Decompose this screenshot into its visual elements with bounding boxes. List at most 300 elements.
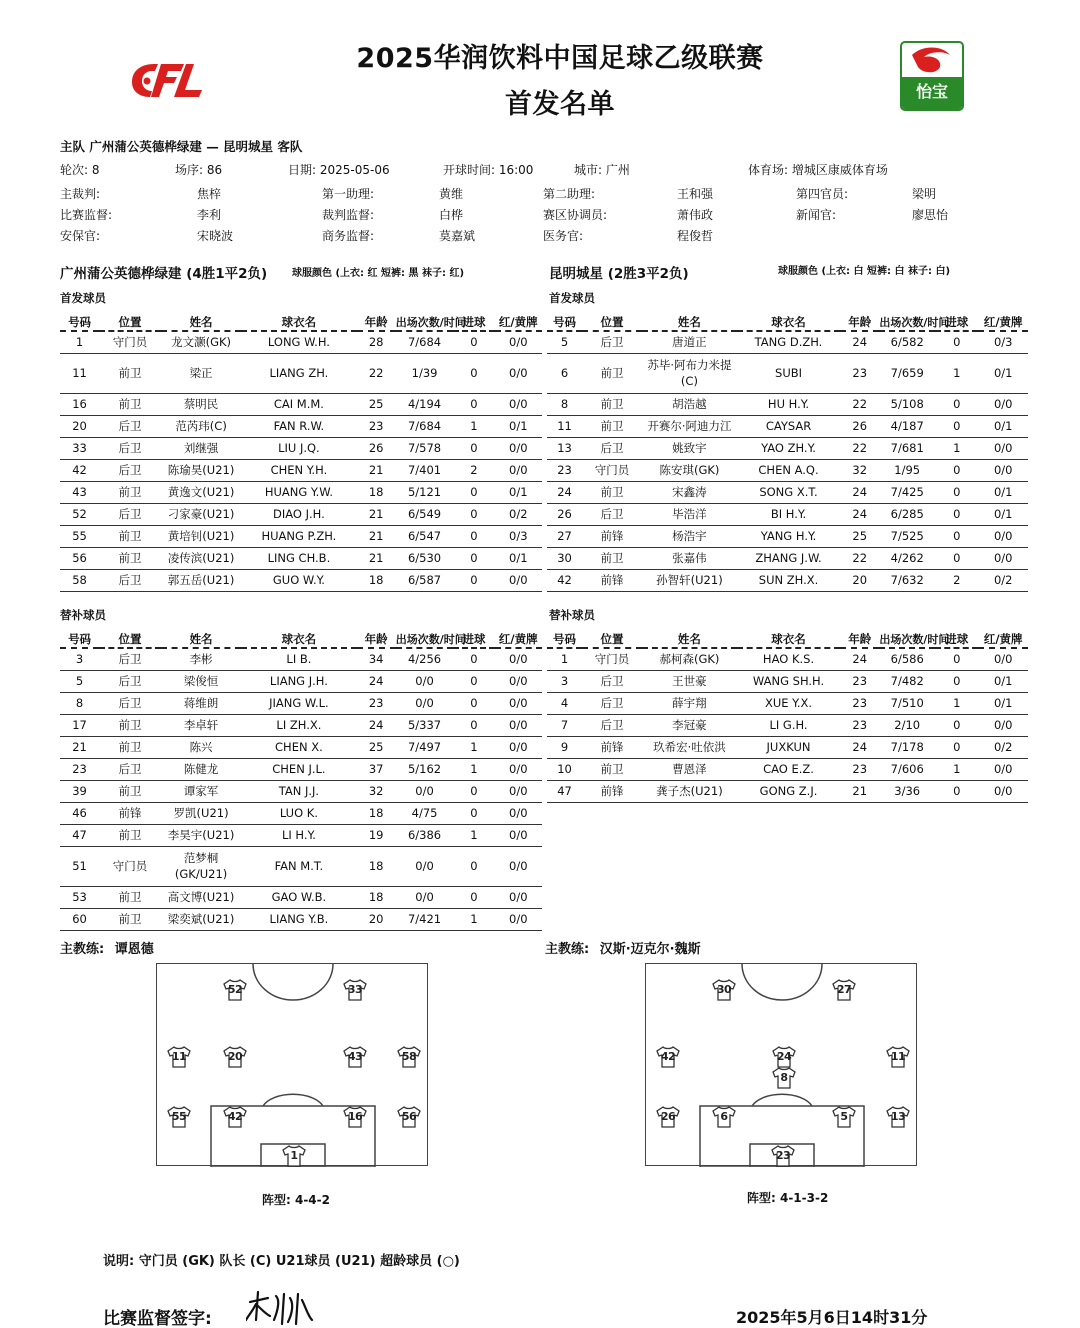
table-cell: 梁俊恒 <box>161 670 241 692</box>
table-cell: 26 <box>357 437 396 459</box>
player-shirt-marker <box>343 979 367 1001</box>
table-cell: 0 <box>935 503 978 525</box>
table-cell: LING CH.B. <box>241 547 356 569</box>
table-cell: 3 <box>547 670 582 692</box>
title-line2: 首发名单 <box>505 89 615 120</box>
table-cell: 0/0 <box>495 648 542 670</box>
shirt-number: 58 <box>401 1050 417 1063</box>
table-cell: 刁家豪(U21) <box>161 503 241 525</box>
column-header: 红/黄牌 <box>495 313 542 331</box>
table-cell: LIU J.Q. <box>241 437 356 459</box>
player-shirt-marker <box>223 979 247 1001</box>
signature-datetime: 2025年5月6日14时31分 <box>736 1308 928 1327</box>
away-coach-label: 主教练: <box>545 942 590 957</box>
column-header: 进球 <box>453 630 494 648</box>
table-cell: 0 <box>935 415 978 437</box>
table-cell: 34 <box>357 648 396 670</box>
table-cell: 0 <box>453 481 494 503</box>
table-cell: 0/2 <box>495 503 542 525</box>
table-cell: 0 <box>453 846 494 886</box>
official-name: 廖思怡 <box>912 208 949 222</box>
column-header: 出场次数/时间 <box>879 630 935 648</box>
table-cell: 0 <box>935 481 978 503</box>
table-cell: 0 <box>453 437 494 459</box>
away-starters-label: 首发球员 <box>549 291 595 305</box>
table-cell: 守门员 <box>582 459 642 481</box>
table-row <box>60 692 542 714</box>
table-row <box>60 331 542 353</box>
home-team-name: 广州蒲公英德桦绿建 (4胜1平2负) <box>60 266 268 282</box>
table-cell: 0 <box>453 569 494 591</box>
column-header: 进球 <box>935 630 978 648</box>
table-cell: 曹恩泽 <box>642 758 737 780</box>
table-cell: 后卫 <box>99 569 161 591</box>
official-label: 安保官: <box>60 229 101 243</box>
table-cell: 2/10 <box>879 714 935 736</box>
table-cell: 0/2 <box>978 736 1028 758</box>
player-shirt-marker <box>772 1046 796 1068</box>
home-subs-label: 替补球员 <box>60 608 106 622</box>
table-cell: 前锋 <box>99 802 161 824</box>
table-cell: 李彬 <box>161 648 241 670</box>
table-cell: 前锋 <box>582 780 642 802</box>
table-cell: GUO W.Y. <box>241 569 356 591</box>
table-cell: 27 <box>547 525 582 547</box>
table-cell: 23 <box>840 714 879 736</box>
shirt-number: 33 <box>347 983 363 996</box>
column-header: 姓名 <box>161 313 241 331</box>
table-cell: 25 <box>357 393 396 415</box>
table-cell: 0/0 <box>495 846 542 886</box>
shirt-number: 11 <box>171 1050 187 1063</box>
table-cell: 后卫 <box>582 714 642 736</box>
table-row <box>60 846 542 886</box>
table-cell: 0/0 <box>978 547 1028 569</box>
table-cell: 0 <box>935 648 978 670</box>
table-cell: HU H.Y. <box>737 393 840 415</box>
table-cell: 0/0 <box>495 569 542 591</box>
column-header: 出场次数/时间 <box>396 630 454 648</box>
player-shirt-marker <box>712 1106 736 1128</box>
table-cell: 后卫 <box>99 692 161 714</box>
player-shirt-marker <box>223 1046 247 1068</box>
column-header: 球衣名 <box>241 630 356 648</box>
away-coach <box>545 938 701 957</box>
table-cell: 46 <box>60 802 99 824</box>
home-subs-table <box>60 630 542 931</box>
table-cell: 王世豪 <box>642 670 737 692</box>
table-row <box>60 886 542 908</box>
player-shirt-marker <box>656 1046 680 1068</box>
table-cell: 张嘉伟 <box>642 547 737 569</box>
table-cell: 前卫 <box>582 481 642 503</box>
table-cell: 守门员 <box>99 846 161 886</box>
table-cell: 0 <box>453 393 494 415</box>
table-cell: 32 <box>840 459 879 481</box>
shirt-number: 23 <box>775 1149 791 1162</box>
table-cell: 梁奕斌(U21) <box>161 908 241 930</box>
table-cell: 后卫 <box>99 503 161 525</box>
table-cell: 后卫 <box>582 437 642 459</box>
table-row <box>547 714 1028 736</box>
table-cell: 0/1 <box>978 692 1028 714</box>
table-row <box>547 503 1028 525</box>
table-cell: 5/337 <box>396 714 454 736</box>
table-cell: 23 <box>840 692 879 714</box>
kickoff-time: 开球时间: 16:00 <box>443 163 534 177</box>
table-cell: 43 <box>60 481 99 503</box>
official-name: 萧伟政 <box>677 208 714 222</box>
table-cell: 唐道正 <box>642 331 737 353</box>
table-cell: 刘继强 <box>161 437 241 459</box>
table-cell: 60 <box>60 908 99 930</box>
table-cell: 郝柯森(GK) <box>642 648 737 670</box>
player-shirt-marker <box>771 1145 795 1167</box>
table-cell: 0 <box>453 525 494 547</box>
table-cell: JUXKUN <box>737 736 840 758</box>
official-label: 第二助理: <box>543 187 596 201</box>
table-cell: 11 <box>547 415 582 437</box>
table-row <box>547 393 1028 415</box>
shirt-number: 55 <box>171 1110 187 1123</box>
table-cell: 0/1 <box>495 415 542 437</box>
table-cell: 30 <box>547 547 582 569</box>
table-cell: SUBI <box>737 353 840 393</box>
shirt-number: 20 <box>227 1050 243 1063</box>
table-cell: 0/0 <box>495 437 542 459</box>
player-shirt-marker <box>343 1106 367 1128</box>
table-cell: 前卫 <box>99 908 161 930</box>
table-cell: 8 <box>60 692 99 714</box>
table-cell: 0/0 <box>495 353 542 393</box>
table-cell: 0 <box>453 648 494 670</box>
table-row <box>60 824 542 846</box>
table-row <box>547 547 1028 569</box>
column-header: 位置 <box>99 313 161 331</box>
table-cell: 龙文灏(GK) <box>161 331 241 353</box>
table-cell: 7/681 <box>879 437 935 459</box>
table-row <box>60 525 542 547</box>
table-cell: 20 <box>357 908 396 930</box>
table-cell: 0/0 <box>495 736 542 758</box>
table-cell: 1 <box>60 331 99 353</box>
shirt-number: 42 <box>227 1110 243 1123</box>
table-cell: 0 <box>453 353 494 393</box>
table-cell: 9 <box>547 736 582 758</box>
column-header: 球衣名 <box>737 630 840 648</box>
table-cell: 7 <box>547 714 582 736</box>
table-cell: 后卫 <box>99 670 161 692</box>
table-cell: 谭家军 <box>161 780 241 802</box>
table-cell: 0/0 <box>396 846 454 886</box>
table-cell: 4/187 <box>879 415 935 437</box>
table-cell: 宋鑫涛 <box>642 481 737 503</box>
table-cell: 黄逸文(U21) <box>161 481 241 503</box>
table-cell: 玖希宏·吐依洪 <box>642 736 737 758</box>
table-row <box>547 670 1028 692</box>
table-cell: 前锋 <box>582 525 642 547</box>
table-cell: 24 <box>840 736 879 758</box>
table-cell: 杨浩宇 <box>642 525 737 547</box>
table-cell: 0/0 <box>396 670 454 692</box>
table-cell: 前卫 <box>99 780 161 802</box>
table-cell: 21 <box>840 780 879 802</box>
table-cell: 0 <box>935 525 978 547</box>
table-cell: 陈瑜昊(U21) <box>161 459 241 481</box>
player-shirt-marker <box>886 1106 910 1128</box>
table-cell: 0 <box>935 547 978 569</box>
table-cell: 22 <box>840 547 879 569</box>
round: 轮次: 8 <box>60 163 100 177</box>
table-cell: HUANG Y.W. <box>241 481 356 503</box>
table-cell: 4 <box>547 692 582 714</box>
player-shirt-marker <box>167 1046 191 1068</box>
table-cell: 11 <box>60 353 99 393</box>
table-row <box>547 525 1028 547</box>
table-cell: 后卫 <box>99 459 161 481</box>
table-cell: 2 <box>935 569 978 591</box>
table-cell: LI B. <box>241 648 356 670</box>
table-cell: 胡浩越 <box>642 393 737 415</box>
away-subs-label: 替补球员 <box>549 608 595 622</box>
table-cell: 58 <box>60 569 99 591</box>
table-cell: 8 <box>547 393 582 415</box>
table-cell: 0/1 <box>495 547 542 569</box>
table-cell: 李昊宇(U21) <box>161 824 241 846</box>
table-cell: 24 <box>840 481 879 503</box>
table-cell: 孙智轩(U21) <box>642 569 737 591</box>
table-cell: CHEN X. <box>241 736 356 758</box>
table-cell: 苏毕·阿布力米提(C) <box>642 353 737 393</box>
table-cell: HAO K.S. <box>737 648 840 670</box>
table-cell: 陈安琪(GK) <box>642 459 737 481</box>
home-kit-colors: 球服颜色 (上衣: 红 短裤: 黑 袜子: 红) <box>292 268 465 279</box>
table-cell: 黄培钊(U21) <box>161 525 241 547</box>
table-cell: 1 <box>453 758 494 780</box>
table-cell: 高文博(U21) <box>161 886 241 908</box>
table-cell: SONG X.T. <box>737 481 840 503</box>
table-cell: 25 <box>357 736 396 758</box>
sponsor-logo <box>900 41 964 111</box>
table-cell: 2 <box>453 459 494 481</box>
away-coach-name: 汉斯·迈克尔·魏斯 <box>599 942 701 957</box>
official-label: 新闻官: <box>796 208 837 222</box>
table-cell: 罗凯(U21) <box>161 802 241 824</box>
table-cell: 23 <box>60 758 99 780</box>
table-cell: 1 <box>453 415 494 437</box>
table-cell: 18 <box>357 846 396 886</box>
table-row <box>547 736 1028 758</box>
table-cell: LONG W.H. <box>241 331 356 353</box>
player-shirt-marker <box>656 1106 680 1128</box>
table-cell: 1 <box>935 353 978 393</box>
table-cell: 0/1 <box>978 415 1028 437</box>
table-cell: 1 <box>935 692 978 714</box>
table-cell: 后卫 <box>99 648 161 670</box>
table-cell: 0/0 <box>495 459 542 481</box>
table-cell: LIANG Y.B. <box>241 908 356 930</box>
shirt-number: 26 <box>660 1110 676 1123</box>
table-cell: 1 <box>453 736 494 758</box>
table-cell: 7/482 <box>879 670 935 692</box>
official-name: 莫嘉斌 <box>439 229 476 243</box>
player-shirt-marker <box>343 1046 367 1068</box>
table-cell: 6/586 <box>879 648 935 670</box>
official-label: 第四官员: <box>796 187 849 201</box>
table-row <box>60 714 542 736</box>
table-row <box>60 908 542 930</box>
table-cell: 7/510 <box>879 692 935 714</box>
column-header: 姓名 <box>161 630 241 648</box>
table-cell: 0 <box>935 714 978 736</box>
table-cell: 6/285 <box>879 503 935 525</box>
table-cell: 0 <box>453 886 494 908</box>
table-cell: JIANG W.L. <box>241 692 356 714</box>
table-cell: 陈健龙 <box>161 758 241 780</box>
table-cell: 23 <box>840 670 879 692</box>
table-cell: 前卫 <box>99 824 161 846</box>
table-row <box>60 802 542 824</box>
table-row <box>547 692 1028 714</box>
match-title: 主队 广州蒲公英德桦绿建 — 昆明城星 客队 <box>60 139 303 154</box>
table-cell: 25 <box>840 525 879 547</box>
table-cell: 28 <box>357 331 396 353</box>
shirt-number: 6 <box>720 1110 728 1123</box>
table-cell: 后卫 <box>582 331 642 353</box>
table-row <box>547 758 1028 780</box>
cfl-logo <box>128 60 208 100</box>
supervisor-signature <box>246 1290 316 1326</box>
table-cell: 0 <box>935 736 978 758</box>
table-row <box>60 780 542 802</box>
column-header: 位置 <box>582 313 642 331</box>
table-cell: CAI M.M. <box>241 393 356 415</box>
table-cell: 0/1 <box>978 353 1028 393</box>
table-cell: 0/0 <box>495 393 542 415</box>
table-cell: 后卫 <box>99 758 161 780</box>
column-header: 年龄 <box>357 313 396 331</box>
player-shirt-marker <box>223 1106 247 1128</box>
table-cell: 0/2 <box>978 569 1028 591</box>
table-cell: 4/75 <box>396 802 454 824</box>
table-cell: 0/0 <box>396 886 454 908</box>
table-cell: 1 <box>547 648 582 670</box>
shirt-number: 24 <box>776 1050 792 1063</box>
official-name: 宋晓波 <box>197 229 234 243</box>
table-cell: 前卫 <box>99 714 161 736</box>
table-cell: 姚致宇 <box>642 437 737 459</box>
table-cell: 21 <box>357 503 396 525</box>
table-cell: 23 <box>357 415 396 437</box>
shirt-number: 27 <box>836 983 852 996</box>
table-cell: 3/36 <box>879 780 935 802</box>
table-cell: TANG D.ZH. <box>737 331 840 353</box>
table-cell: 0/0 <box>978 459 1028 481</box>
official-name: 李利 <box>197 208 222 222</box>
table-cell: XUE Y.X. <box>737 692 840 714</box>
away-subs-table <box>547 630 1028 803</box>
table-cell: 0 <box>935 780 978 802</box>
table-cell: 0/0 <box>495 780 542 802</box>
table-cell: 陈兴 <box>161 736 241 758</box>
table-cell: 0/1 <box>978 481 1028 503</box>
table-cell: YAO ZH.Y. <box>737 437 840 459</box>
table-cell: 前卫 <box>582 758 642 780</box>
table-cell: 22 <box>840 393 879 415</box>
table-cell: 0 <box>453 692 494 714</box>
table-cell: 42 <box>547 569 582 591</box>
table-cell: 7/421 <box>396 908 454 930</box>
table-cell: 1 <box>935 437 978 459</box>
table-row <box>547 780 1028 802</box>
table-row <box>60 481 542 503</box>
table-cell: 1/95 <box>879 459 935 481</box>
table-cell: 53 <box>60 886 99 908</box>
table-cell: 后卫 <box>99 415 161 437</box>
table-cell: 24 <box>840 648 879 670</box>
table-row <box>547 331 1028 353</box>
shirt-number: 13 <box>890 1110 906 1123</box>
home-coach <box>60 938 154 957</box>
table-cell: 开赛尔·阿迪力江 <box>642 415 737 437</box>
table-cell: 0 <box>453 714 494 736</box>
table-cell: 6/386 <box>396 824 454 846</box>
column-header: 进球 <box>453 313 494 331</box>
table-cell: 前卫 <box>99 525 161 547</box>
table-cell: 32 <box>357 780 396 802</box>
table-cell: 23 <box>840 758 879 780</box>
table-cell: BI H.Y. <box>737 503 840 525</box>
column-header: 红/黄牌 <box>495 630 542 648</box>
table-cell: 56 <box>60 547 99 569</box>
table-cell: 0/0 <box>495 886 542 908</box>
table-cell: 20 <box>60 415 99 437</box>
table-row <box>547 648 1028 670</box>
table-cell: 7/425 <box>879 481 935 503</box>
table-cell: 21 <box>357 525 396 547</box>
player-shirt-marker <box>832 1106 856 1128</box>
table-row <box>60 415 542 437</box>
table-row <box>60 547 542 569</box>
table-cell: SUN ZH.X. <box>737 569 840 591</box>
table-cell: 李卓轩 <box>161 714 241 736</box>
official-name: 王和强 <box>677 187 714 201</box>
column-header: 号码 <box>60 313 99 331</box>
table-cell: 3 <box>60 648 99 670</box>
table-cell: 16 <box>60 393 99 415</box>
shirt-number: 56 <box>401 1110 417 1123</box>
table-cell: 前卫 <box>99 353 161 393</box>
column-header: 年龄 <box>840 313 879 331</box>
table-cell: 0/0 <box>978 393 1028 415</box>
table-cell: 17 <box>60 714 99 736</box>
official-name: 黄维 <box>439 187 464 201</box>
table-cell: 蔡明民 <box>161 393 241 415</box>
table-cell: 前锋 <box>582 569 642 591</box>
table-cell: 0/0 <box>978 714 1028 736</box>
table-header-row <box>547 313 1028 331</box>
shirt-number: 11 <box>890 1050 906 1063</box>
official-label: 主裁判: <box>60 187 101 201</box>
column-header: 出场次数/时间 <box>396 313 454 331</box>
official-label: 比赛监督: <box>60 208 113 222</box>
table-row <box>60 503 542 525</box>
table-cell: 0/0 <box>495 714 542 736</box>
table-cell: 6/587 <box>396 569 454 591</box>
table-cell: 0/0 <box>396 692 454 714</box>
table-cell: 后卫 <box>99 437 161 459</box>
table-cell: TAN J.J. <box>241 780 356 802</box>
